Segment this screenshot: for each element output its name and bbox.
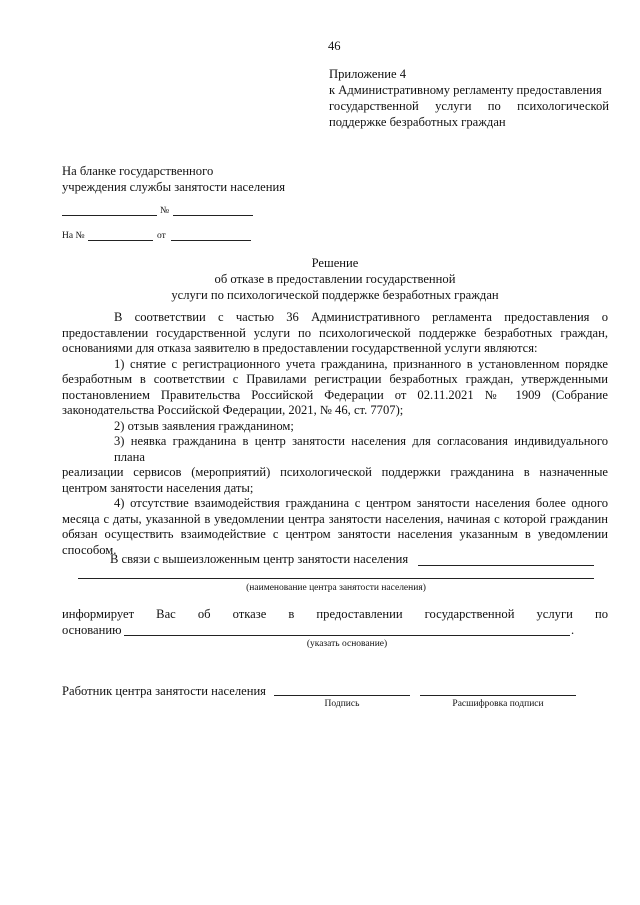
center-name-line-1 xyxy=(418,565,594,566)
center-caption: (наименование центра занятости населения) xyxy=(246,583,426,593)
appendix-line-2: государственной услуги по психологической xyxy=(329,99,609,113)
decision-heading xyxy=(62,255,608,303)
informs-line: информирует Вас об отказе в предоставлении государственной услуги по xyxy=(62,607,608,621)
decision-subtitle-2: услуги по психологической поддержке безработных граждан xyxy=(171,288,499,302)
intro-line-1: В соответствии с частью 36 Административного регламента предоставления о xyxy=(114,310,608,324)
conclusion-lead: В связи с вышеизложенным центр занятости населения xyxy=(110,552,409,566)
page-number: 46 xyxy=(328,39,341,53)
decision-body xyxy=(62,310,608,558)
letterhead-line-1: На бланке государственного xyxy=(62,164,214,178)
reg-date-line xyxy=(62,215,157,216)
item1-line-3: постановлением Правительства Российской Федерации от 02.11.2021 № 1909 (Собрание xyxy=(62,387,608,402)
item4-line-1: 4) отсутствие взаимодействия гражданина с центром занятости населения более одного xyxy=(114,496,608,510)
basis-label: основанию xyxy=(62,623,122,637)
item4-line-3: обязан осуществить взаимодействие с центром занятости населения указанным в уведомлении xyxy=(62,527,608,541)
item2-line: 2) отзыв заявления гражданином; xyxy=(114,418,294,433)
letterhead xyxy=(62,163,285,195)
item4-line-4: способом. xyxy=(62,542,117,557)
intro-line-2: предоставлении государственной услуги по психологической поддержке безработных граждан, xyxy=(62,325,608,340)
item1-line-2: безработным в соответствии с Правилами регистрации безработных граждан, утвержденными xyxy=(62,372,608,386)
letterhead-line-2: учреждения службы занятости населения xyxy=(62,180,286,194)
appendix-block xyxy=(329,66,609,130)
basis-line xyxy=(124,635,570,636)
decode-line xyxy=(420,695,576,696)
ref-prefix: На № xyxy=(62,231,85,241)
item3-line-1: 3) неявка гражданина в центр занятости населения для согласования индивидуального плана xyxy=(114,434,608,464)
item1-line-1: 1) снятие с регистрационного учета гражданина, признанного в установленном порядке xyxy=(114,356,608,371)
basis-end: . xyxy=(571,623,575,637)
ref-date-line xyxy=(171,240,251,241)
signature-line xyxy=(274,695,410,696)
worker-label: Работник центра занятости населения xyxy=(62,684,266,698)
decision-subtitle-1: об отказе в предоставлении государственной xyxy=(214,272,456,286)
ref-from: от xyxy=(157,231,166,241)
reg-number-line xyxy=(173,215,253,216)
item4-line-2: месяца с даты, указанной в уведомлении центра занятости населения, начиная с которой гражданин xyxy=(62,511,608,526)
item1-line-4: законодательства Российской Федерации, 2021, № 46, ст. 7707); xyxy=(62,403,404,417)
signature-caption: Подпись xyxy=(324,699,360,709)
appendix-title: Приложение 4 xyxy=(329,67,407,81)
ref-number-line xyxy=(88,240,153,241)
intro-line-3: основаниями для отказа заявителю в предоставлении государственной услуги являются: xyxy=(62,341,538,355)
basis-caption: (указать основание) xyxy=(306,639,388,649)
reg-number-sign: № xyxy=(160,206,170,216)
appendix-line-3: поддержке безработных граждан xyxy=(329,115,506,129)
center-name-line-2 xyxy=(78,578,594,579)
decode-caption: Расшифровка подписи xyxy=(452,699,544,709)
item3-line-3: центром занятости населения даты; xyxy=(62,480,254,495)
appendix-line-1: к Административному регламенту предоставления xyxy=(329,83,602,97)
decision-title: Решение xyxy=(311,256,359,270)
item3-line-2: реализации сервисов (мероприятий) психологической поддержки гражданина в назначенные xyxy=(62,465,608,479)
